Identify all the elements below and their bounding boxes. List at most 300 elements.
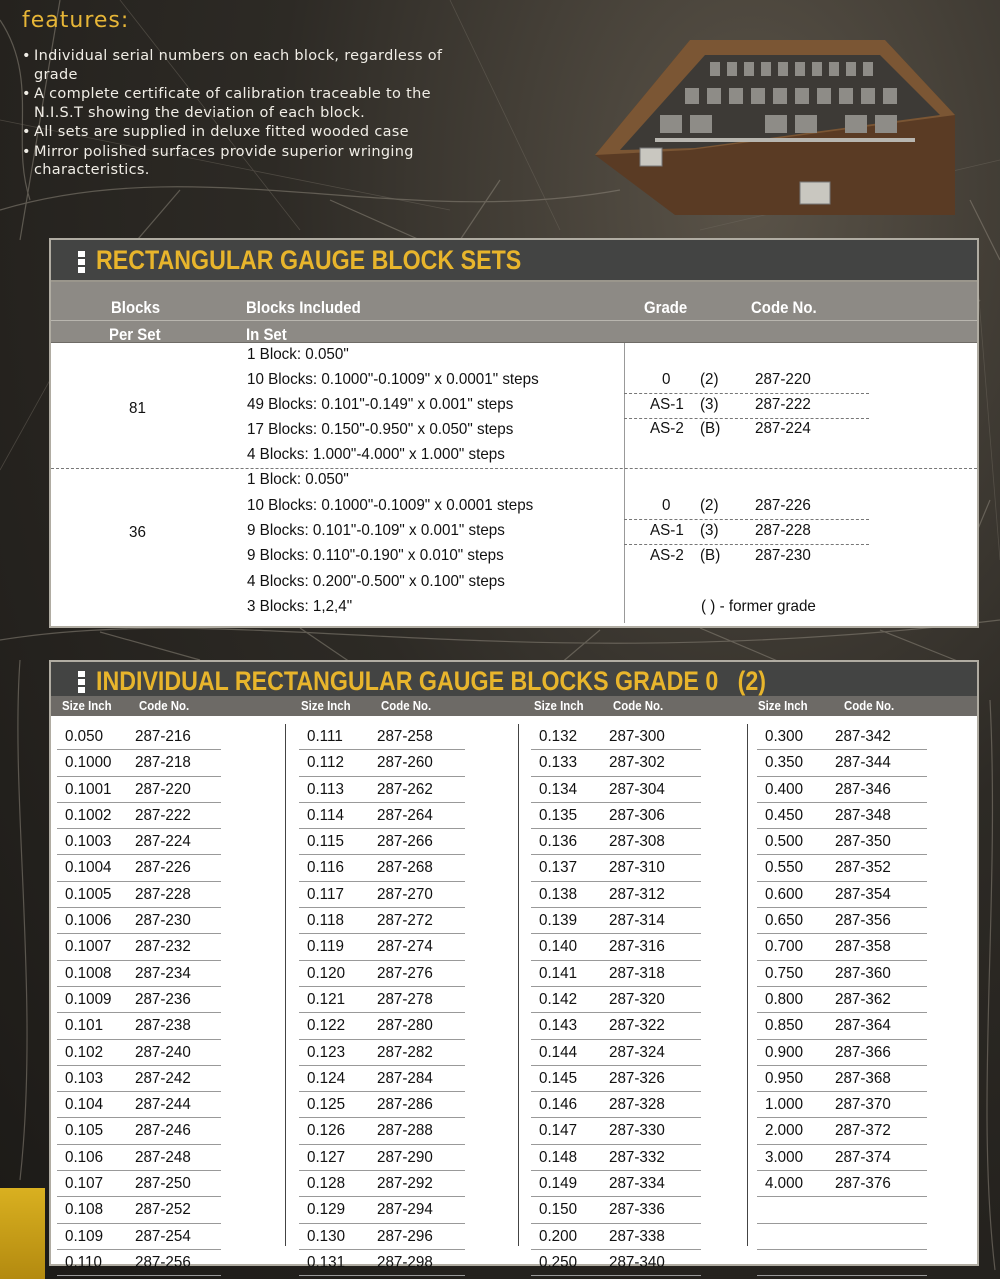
table-row (299, 1092, 465, 1118)
size-inch-cell: 0.107 (65, 1175, 104, 1193)
size-inch-cell: 0.132 (539, 728, 578, 745)
sets-column-headers (51, 282, 977, 343)
code-no-cell: 287-328 (609, 1096, 665, 1114)
table-row (531, 1171, 701, 1197)
code-no-cell: 287-290 (377, 1148, 433, 1166)
code-no-cell: 287-238 (135, 1017, 191, 1035)
table-row (299, 777, 465, 803)
code-no-cell: 287-222 (135, 806, 191, 824)
header-code-no: Code No. (751, 298, 817, 317)
size-inch-cell: 0.800 (765, 990, 804, 1008)
set-line: 1 Block: 0.050" (247, 346, 349, 363)
code-no-cell: 287-296 (377, 1227, 433, 1245)
table-row (299, 1250, 465, 1276)
size-inch-cell: 0.900 (765, 1043, 804, 1061)
code-number: 287-230 (755, 547, 811, 564)
table-row (299, 961, 465, 987)
table-row (757, 1092, 927, 1118)
code-no-cell: 287-370 (835, 1096, 891, 1114)
table-row (531, 1224, 701, 1250)
header-size-inch: Size Inch (62, 698, 112, 713)
table-row (531, 961, 701, 987)
table-row (757, 750, 927, 776)
set-line: 10 Blocks: 0.1000"-0.1009" x 0.0001" steps (247, 371, 539, 388)
code-no-cell: 287-260 (377, 754, 433, 772)
header-size-inch: Size Inch (301, 698, 351, 713)
code-no-cell: 287-254 (135, 1227, 191, 1245)
table-row (57, 934, 221, 960)
table-row (531, 1013, 701, 1039)
code-no-cell: 287-338 (609, 1227, 665, 1245)
code-no-cell: 287-272 (377, 912, 433, 930)
code-no-cell: 287-368 (835, 1069, 891, 1087)
size-inch-cell: 0.111 (307, 728, 343, 745)
features-title: features: (22, 8, 130, 33)
table-row (757, 829, 927, 855)
table-row (57, 855, 221, 881)
table-row (757, 1118, 927, 1144)
size-inch-cell: 0.1001 (65, 780, 112, 798)
code-no-cell: 287-282 (377, 1043, 433, 1061)
gauge-block-case-image (595, 0, 955, 225)
code-no-cell: 287-294 (377, 1201, 433, 1219)
code-no-cell: 287-362 (835, 990, 891, 1008)
grade-value: AS-2 (650, 420, 684, 437)
size-inch-cell: 0.124 (307, 1069, 346, 1087)
code-no-cell: 287-360 (835, 964, 891, 982)
size-inch-cell: 0.600 (765, 885, 804, 903)
size-inch-cell: 0.137 (539, 859, 578, 877)
table-row (757, 803, 927, 829)
table-row (57, 777, 221, 803)
size-inch-cell: 0.139 (539, 912, 578, 930)
code-no-cell: 287-266 (377, 833, 433, 851)
set-blocks-count: 81 (129, 400, 146, 417)
size-inch-cell: 3.000 (765, 1148, 804, 1166)
set-line: 9 Blocks: 0.101"-0.109" x 0.001" steps (247, 522, 505, 539)
sets-title-bar (51, 240, 977, 282)
table-row (299, 1066, 465, 1092)
table-row (299, 1118, 465, 1144)
code-no-cell: 287-300 (609, 728, 665, 745)
code-no-cell: 287-248 (135, 1148, 191, 1166)
code-no-cell: 287-240 (135, 1043, 191, 1061)
grade-value: AS-1 (650, 522, 684, 539)
code-no-cell: 287-234 (135, 964, 191, 982)
features-section (22, 8, 462, 181)
table-row (757, 908, 927, 934)
size-inch-cell: 0.146 (539, 1096, 578, 1114)
set-line: 17 Blocks: 0.150"-0.950" x 0.050" steps (247, 421, 514, 438)
code-no-cell: 287-320 (609, 990, 665, 1008)
code-no-cell: 287-274 (377, 938, 433, 956)
feature-item: • A complete certificate of calibration traceable to the N.I.S.T showing the deviation of each block. (22, 85, 462, 122)
code-no-cell: 287-318 (609, 964, 665, 982)
size-inch-cell: 0.117 (307, 885, 344, 903)
code-no-cell: 287-244 (135, 1096, 191, 1114)
size-column (531, 724, 701, 1276)
code-no-cell: 287-310 (609, 859, 665, 877)
size-inch-cell: 0.1009 (65, 990, 112, 1008)
size-inch-cell: 0.200 (539, 1227, 578, 1245)
feature-item: • Individual serial numbers on each block, regardless of grade (22, 47, 462, 84)
former-grade: (3) (700, 396, 719, 413)
code-no-cell: 287-220 (135, 780, 191, 798)
code-no-cell: 287-350 (835, 833, 891, 851)
code-no-cell: 287-324 (609, 1043, 665, 1061)
size-inch-cell: 0.113 (307, 780, 344, 798)
header-code-no: Code No. (381, 698, 432, 713)
former-grade: (3) (700, 522, 719, 539)
table-row (57, 803, 221, 829)
code-no-cell: 287-366 (835, 1043, 891, 1061)
feature-item: • Mirror polished surfaces provide superior wringing characteristics. (22, 143, 462, 180)
code-no-cell: 287-252 (135, 1201, 191, 1219)
table-row (531, 777, 701, 803)
size-inch-cell: 0.140 (539, 938, 578, 956)
code-no-cell: 287-376 (835, 1175, 891, 1193)
grade-value: 0 (662, 497, 671, 514)
table-row (531, 987, 701, 1013)
size-inch-cell: 0.350 (765, 754, 804, 772)
size-inch-cell: 0.145 (539, 1069, 578, 1087)
size-inch-cell: 0.126 (307, 1122, 346, 1140)
table-row (757, 1013, 927, 1039)
size-inch-cell: 0.148 (539, 1148, 578, 1166)
table-row (757, 961, 927, 987)
table-row (299, 1224, 465, 1250)
size-inch-cell: 0.136 (539, 833, 578, 851)
table-row (757, 1040, 927, 1066)
table-row (757, 1197, 927, 1223)
table-row (57, 882, 221, 908)
table-row (757, 882, 927, 908)
table-row (299, 1197, 465, 1223)
table-row (531, 829, 701, 855)
header-size-inch: Size Inch (534, 698, 584, 713)
code-number: 287-226 (755, 497, 811, 514)
code-no-cell: 287-232 (135, 938, 191, 956)
code-no-cell: 287-258 (377, 728, 433, 745)
size-inch-cell: 0.950 (765, 1069, 804, 1087)
table-row (757, 1224, 927, 1250)
table-row (531, 1197, 701, 1223)
size-column (57, 724, 221, 1276)
size-inch-cell: 0.121 (307, 990, 346, 1008)
table-row (531, 882, 701, 908)
code-no-cell: 287-224 (135, 833, 191, 851)
size-inch-cell: 0.1007 (65, 938, 112, 956)
table-row (531, 724, 701, 750)
code-no-cell: 287-314 (609, 912, 665, 930)
size-inch-cell: 0.400 (765, 780, 804, 798)
code-no-cell: 287-218 (135, 754, 191, 772)
code-no-cell: 287-302 (609, 754, 665, 772)
size-inch-cell: 0.150 (539, 1201, 578, 1219)
code-no-cell: 287-342 (835, 728, 891, 745)
size-inch-cell: 0.300 (765, 728, 804, 745)
table-row (531, 1118, 701, 1144)
table-row (57, 829, 221, 855)
size-inch-cell: 0.138 (539, 885, 578, 903)
table-row (57, 1013, 221, 1039)
size-inch-cell: 0.114 (307, 806, 344, 824)
table-row (57, 1171, 221, 1197)
set-line: 1 Block: 0.050" (247, 471, 349, 488)
size-inch-cell: 0.500 (765, 833, 804, 851)
code-no-cell: 287-304 (609, 780, 665, 798)
table-row (57, 908, 221, 934)
code-no-cell: 287-276 (377, 964, 433, 982)
code-no-cell: 287-346 (835, 780, 891, 798)
size-inch-cell: 0.108 (65, 1201, 104, 1219)
header-code-no: Code No. (844, 698, 895, 713)
code-no-cell: 287-322 (609, 1017, 665, 1035)
code-no-cell: 287-354 (835, 885, 891, 903)
table-row (57, 750, 221, 776)
header-blocks: Blocks (111, 298, 161, 317)
size-inch-cell: 0.106 (65, 1148, 104, 1166)
size-inch-cell: 0.120 (307, 964, 346, 982)
individual-table-body (51, 716, 977, 1271)
code-number: 287-224 (755, 420, 811, 437)
code-no-cell: 287-256 (135, 1253, 191, 1271)
size-inch-cell: 0.103 (65, 1069, 104, 1087)
set-blocks-count: 36 (129, 524, 146, 541)
size-inch-cell: 0.700 (765, 938, 804, 956)
size-inch-cell: 0.750 (765, 964, 804, 982)
title-marker-icon (78, 251, 85, 272)
size-inch-cell: 0.129 (307, 1201, 346, 1219)
code-no-cell: 287-280 (377, 1017, 433, 1035)
size-inch-cell: 0.125 (307, 1096, 346, 1114)
features-list (22, 47, 462, 180)
code-no-cell: 287-332 (609, 1148, 665, 1166)
individual-column-headers (51, 696, 977, 716)
header-size-inch: Size Inch (758, 698, 808, 713)
code-no-cell: 287-358 (835, 938, 891, 956)
table-row (757, 724, 927, 750)
size-inch-cell: 0.134 (539, 780, 578, 798)
code-no-cell: 287-242 (135, 1069, 191, 1087)
code-no-cell: 287-316 (609, 938, 665, 956)
grade-value: 0 (662, 371, 671, 388)
table-row (531, 1040, 701, 1066)
code-no-cell: 287-336 (609, 1201, 665, 1219)
set-line: 49 Blocks: 0.101"-0.149" x 0.001" steps (247, 396, 514, 413)
table-row (299, 1171, 465, 1197)
table-row (299, 1013, 465, 1039)
header-grade: Grade (644, 298, 688, 317)
table-row (531, 1250, 701, 1276)
code-no-cell: 287-372 (835, 1122, 891, 1140)
size-inch-cell: 0.142 (539, 990, 578, 1008)
size-inch-cell: 0.128 (307, 1175, 346, 1193)
code-number: 287-222 (755, 396, 811, 413)
code-no-cell: 287-306 (609, 806, 665, 824)
code-no-cell: 287-228 (135, 885, 191, 903)
code-no-cell: 287-270 (377, 885, 433, 903)
size-inch-cell: 0.123 (307, 1043, 346, 1061)
code-no-cell: 287-298 (377, 1253, 433, 1271)
code-no-cell: 287-352 (835, 859, 891, 877)
table-row (757, 1066, 927, 1092)
table-row (531, 750, 701, 776)
size-inch-cell: 0.115 (307, 833, 344, 851)
code-no-cell: 287-250 (135, 1175, 191, 1193)
table-row (757, 987, 927, 1013)
code-no-cell: 287-216 (135, 728, 191, 745)
individual-gauge-blocks-panel (49, 660, 979, 1271)
size-inch-cell: 0.110 (65, 1253, 102, 1271)
table-row (299, 829, 465, 855)
size-inch-cell: 0.147 (539, 1122, 578, 1140)
size-inch-cell: 0.850 (765, 1017, 804, 1035)
title-marker-icon (78, 671, 85, 692)
size-inch-cell: 0.119 (307, 938, 344, 956)
size-inch-cell: 0.1003 (65, 833, 112, 851)
table-row (757, 777, 927, 803)
code-no-cell: 287-308 (609, 833, 665, 851)
former-grade: (2) (700, 371, 719, 388)
table-row (57, 1224, 221, 1250)
size-inch-cell: 0.250 (539, 1253, 578, 1271)
size-inch-cell: 0.116 (307, 859, 344, 877)
set-line: 4 Blocks: 1.000"-4.000" x 1.000" steps (247, 446, 505, 463)
code-no-cell: 287-348 (835, 806, 891, 824)
table-row (531, 803, 701, 829)
table-row (57, 724, 221, 750)
code-no-cell: 287-284 (377, 1069, 433, 1087)
table-row (57, 1197, 221, 1223)
code-no-cell: 287-286 (377, 1096, 433, 1114)
header-per-set: Per Set (109, 325, 161, 344)
code-no-cell: 287-278 (377, 990, 433, 1008)
code-number: 287-220 (755, 371, 811, 388)
size-inch-cell: 0.112 (307, 754, 344, 772)
size-inch-cell: 0.1002 (65, 806, 112, 824)
set-line: 3 Blocks: 1,2,4" (247, 598, 353, 615)
code-no-cell: 287-264 (377, 806, 433, 824)
table-row (57, 1145, 221, 1171)
size-inch-cell: 0.131 (307, 1253, 346, 1271)
size-inch-cell: 0.450 (765, 806, 804, 824)
size-inch-cell: 0.1005 (65, 885, 112, 903)
individual-title: INDIVIDUAL RECTANGULAR GAUGE BLOCKS GRADE 0 (2) (96, 666, 766, 696)
code-no-cell: 287-268 (377, 859, 433, 877)
table-row (299, 934, 465, 960)
table-row (299, 908, 465, 934)
table-row (299, 803, 465, 829)
former-grade: (B) (700, 420, 721, 437)
size-inch-cell: 0.149 (539, 1175, 578, 1193)
size-inch-cell: 0.133 (539, 754, 578, 772)
former-grade-note: ( ) - former grade (701, 598, 816, 615)
code-no-cell: 287-230 (135, 912, 191, 930)
size-inch-cell: 0.102 (65, 1043, 104, 1061)
table-row (531, 934, 701, 960)
size-inch-cell: 0.127 (307, 1148, 346, 1166)
table-row (531, 908, 701, 934)
header-code-no: Code No. (613, 698, 664, 713)
size-inch-cell: 0.109 (65, 1227, 104, 1245)
set-line: 9 Blocks: 0.110"-0.190" x 0.010" steps (247, 547, 504, 564)
code-no-cell: 287-334 (609, 1175, 665, 1193)
header-blocks-included: Blocks Included (246, 298, 361, 317)
size-inch-cell: 2.000 (765, 1122, 804, 1140)
code-no-cell: 287-226 (135, 859, 191, 877)
code-no-cell: 287-356 (835, 912, 891, 930)
sets-title: RECTANGULAR GAUGE BLOCK SETS (96, 245, 522, 275)
size-column (299, 724, 465, 1276)
former-grade: (B) (700, 547, 721, 564)
individual-title-bar (51, 662, 977, 696)
size-inch-cell: 0.130 (307, 1227, 346, 1245)
size-inch-cell: 0.650 (765, 912, 804, 930)
header-in-set: In Set (246, 325, 287, 344)
size-inch-cell: 0.1000 (65, 754, 112, 772)
table-row (57, 1250, 221, 1276)
size-inch-cell: 4.000 (765, 1175, 804, 1193)
code-no-cell: 287-374 (835, 1148, 891, 1166)
code-no-cell: 287-326 (609, 1069, 665, 1087)
size-inch-cell: 0.105 (65, 1122, 104, 1140)
code-no-cell: 287-312 (609, 885, 665, 903)
table-row (57, 1040, 221, 1066)
size-inch-cell: 0.141 (539, 964, 578, 982)
size-inch-cell: 1.000 (765, 1096, 804, 1114)
table-row (299, 724, 465, 750)
size-column (757, 724, 927, 1276)
size-inch-cell: 0.104 (65, 1096, 104, 1114)
table-row (299, 882, 465, 908)
table-row (757, 855, 927, 881)
table-row (531, 1092, 701, 1118)
set-line: 4 Blocks: 0.200"-0.500" x 0.100" steps (247, 573, 505, 590)
size-inch-cell: 0.122 (307, 1017, 346, 1035)
size-inch-cell: 0.118 (307, 912, 344, 930)
table-row (757, 1171, 927, 1197)
code-number: 287-228 (755, 522, 811, 539)
size-inch-cell: 0.050 (65, 728, 104, 745)
set-line: 10 Blocks: 0.1000"-0.1009" x 0.0001 steps (247, 497, 534, 514)
table-row (757, 1145, 927, 1171)
gauge-block-sets-panel (49, 238, 979, 628)
grade-value: AS-1 (650, 396, 684, 413)
code-no-cell: 287-330 (609, 1122, 665, 1140)
size-inch-cell: 0.550 (765, 859, 804, 877)
size-inch-cell: 0.144 (539, 1043, 578, 1061)
size-inch-cell: 0.1004 (65, 859, 112, 877)
table-row (57, 1118, 221, 1144)
table-row (757, 1250, 927, 1276)
code-no-cell: 287-344 (835, 754, 891, 772)
size-inch-cell: 0.143 (539, 1017, 578, 1035)
table-row (57, 961, 221, 987)
table-row (57, 1092, 221, 1118)
table-row (531, 1066, 701, 1092)
code-no-cell: 287-364 (835, 1017, 891, 1035)
table-row (757, 934, 927, 960)
sets-table-body (51, 343, 977, 623)
code-no-cell: 287-246 (135, 1122, 191, 1140)
size-inch-cell: 0.1006 (65, 912, 112, 930)
feature-item: • All sets are supplied in deluxe fitted wooded case (22, 123, 462, 142)
table-row (299, 855, 465, 881)
size-inch-cell: 0.101 (65, 1017, 104, 1035)
former-grade: (2) (700, 497, 719, 514)
table-row (531, 855, 701, 881)
